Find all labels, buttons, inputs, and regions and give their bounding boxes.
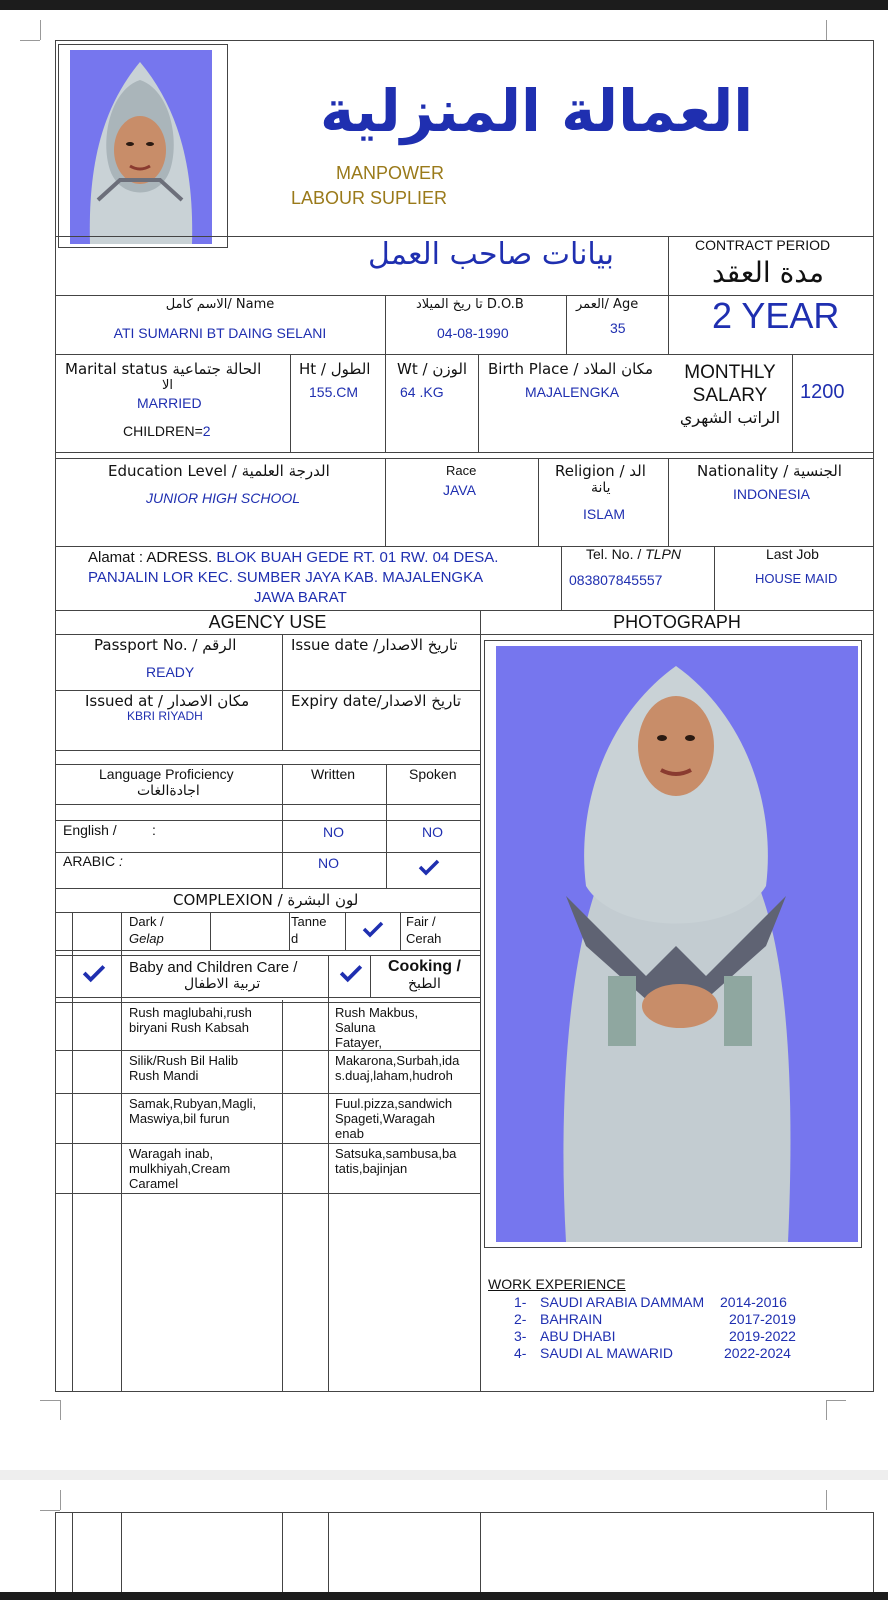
complexion-fair-1: Fair / — [406, 914, 436, 929]
window-bottom-bar — [0, 1592, 888, 1600]
religion-value: ISLAM — [583, 506, 626, 522]
birthplace-label: Birth Place / مكان الملاد — [488, 360, 653, 378]
crop-mark — [826, 1400, 827, 1420]
col-line — [480, 1512, 481, 1592]
row-line — [55, 452, 874, 453]
row-line — [55, 955, 480, 956]
age-value: 35 — [610, 320, 626, 336]
arabic-spoken-check-icon — [418, 858, 440, 881]
marital-label: Marital status الحالة جتماعية — [65, 360, 262, 378]
col-line — [386, 764, 387, 888]
english-label: English / — [63, 822, 117, 838]
experience-place: SAUDI ARABIA DAMMAM — [540, 1294, 705, 1310]
agency-use-heading: AGENCY USE — [208, 612, 327, 632]
arabic-written-value: NO — [318, 855, 339, 871]
skill-left-4-line: Caramel — [129, 1176, 179, 1191]
address-line-1 — [88, 549, 498, 567]
crop-mark — [40, 1400, 60, 1401]
complexion-tan-1: Tanne — [291, 914, 327, 929]
crop-mark — [60, 1490, 61, 1510]
crop-mark — [40, 20, 41, 40]
language-label-ar: اجادةالغات — [137, 783, 200, 799]
skill-right-1-line: Rush Makbus, — [335, 1005, 419, 1020]
col-line — [121, 912, 122, 1392]
race-value: JAVA — [443, 482, 476, 498]
salary-label-ar: الراتب الشهري — [679, 408, 781, 427]
skill-left-3-line: Maswiya,bil furun — [129, 1111, 230, 1126]
address-label: Alamat : ADRESS. — [88, 549, 213, 566]
photograph-heading: PHOTOGRAPH — [613, 612, 741, 632]
row-line — [55, 1050, 480, 1051]
window-top-bar — [0, 0, 888, 10]
row-line — [55, 610, 874, 611]
experience-years: 2017-2019 — [729, 1311, 796, 1327]
page-separator — [0, 1470, 888, 1480]
contract-period-label-ar: مدة العقد — [712, 256, 824, 289]
col-line — [282, 1512, 283, 1592]
skill-right-1-line: Saluna — [335, 1020, 376, 1035]
complexion-dark-2: Gelap — [129, 931, 164, 946]
crop-mark — [826, 20, 827, 40]
birthplace-value: MAJALENGKA — [525, 384, 620, 400]
col-line — [72, 1512, 73, 1592]
address-value-1: BLOK BUAH GEDE RT. 01 RW. 04 DESA. — [216, 549, 499, 566]
children-label-text: CHILDREN= — [123, 423, 203, 439]
col-line — [290, 354, 291, 452]
baby-care-label-ar: تربية الاطفال — [184, 976, 261, 992]
photograph-full — [496, 646, 858, 1242]
english-colon: : — [152, 822, 156, 838]
skill-left-1 — [129, 1005, 252, 1035]
next-page-frame — [55, 1512, 874, 1592]
children-value: 2 — [202, 423, 211, 439]
row-line — [55, 888, 480, 889]
skill-left-2 — [129, 1053, 238, 1083]
col-line — [121, 1512, 122, 1592]
salary-value: 1200 — [800, 381, 845, 403]
col-line — [385, 295, 386, 452]
row-line — [55, 1002, 480, 1003]
tel-label-wrap — [586, 547, 681, 562]
col-line — [538, 458, 539, 546]
passport-label: Passport No. / الرقم — [94, 636, 237, 654]
english-spoken-value: NO — [422, 824, 443, 840]
skill-right-1-line: Fatayer, — [335, 1035, 382, 1050]
tel-label-2: TLPN — [645, 546, 681, 562]
row-line — [55, 750, 480, 751]
skill-left-4 — [129, 1146, 230, 1191]
height-value: 155.CM — [309, 384, 359, 400]
row-line — [55, 764, 480, 765]
skill-right-2 — [335, 1053, 459, 1083]
skill-left-1-line: biryani Rush Kabsah — [129, 1020, 249, 1035]
col-line — [289, 912, 290, 950]
subtitle-labour: LABOUR SUPLIER — [291, 188, 448, 208]
tel-label: Tel. No. / — [586, 546, 642, 562]
col-line — [210, 912, 211, 950]
col-line — [282, 1000, 283, 1392]
baby-care-check-icon — [82, 963, 106, 988]
contract-period-value: 2 YEAR — [712, 295, 840, 336]
experience-num: 3- — [514, 1328, 527, 1344]
arabic-label-wrap — [63, 854, 123, 869]
experience-num: 2- — [514, 1311, 527, 1327]
portrait-photo — [70, 50, 212, 244]
experience-place: SAUDI AL MAWARID — [540, 1345, 674, 1361]
col-line — [792, 354, 793, 452]
skill-left-3 — [129, 1096, 256, 1126]
col-line — [282, 634, 283, 750]
experience-item — [514, 1328, 796, 1345]
row-line — [55, 354, 874, 355]
education-label: Education Level / الدرجة العلمية — [108, 462, 330, 480]
arabic-colon: : — [119, 853, 123, 869]
skill-left-1-line: Rush maglubahi,rush — [129, 1005, 252, 1020]
skill-right-3-line: Spageti,Waragah — [335, 1111, 435, 1126]
complexion-fair-2: Cerah — [406, 931, 442, 946]
tel-value: 083807845557 — [569, 572, 663, 588]
page-title-ar: العمالة المنزلية — [320, 77, 754, 145]
col-line — [282, 764, 283, 888]
skill-left-3-line: Samak,Rubyan,Magli, — [129, 1096, 257, 1111]
experience-years: 2019-2022 — [729, 1328, 796, 1344]
height-label: Ht / الطول — [299, 360, 371, 378]
experience-place: ABU DHABI — [540, 1328, 616, 1344]
col-line — [345, 912, 346, 950]
language-label: Language Proficiency — [99, 766, 234, 782]
marital-label-ar2: الا — [162, 378, 174, 393]
issue-date-label: Issue date /تاريخ الاصدار — [291, 636, 458, 654]
col-line — [561, 546, 562, 610]
row-line — [55, 1193, 480, 1194]
crop-mark — [826, 1400, 846, 1401]
cooking-label: Cooking / — [388, 958, 461, 975]
religion-label: Religion / الد — [555, 462, 646, 480]
employer-data-heading: بيانات صاحب العمل — [368, 237, 614, 272]
name-value: ATI SUMARNI BT DAING SELANI — [113, 325, 327, 341]
col-line — [478, 354, 479, 452]
experience-item — [514, 1294, 787, 1311]
col-line — [385, 458, 386, 546]
experience-place: BAHRAIN — [540, 1311, 603, 1327]
skill-right-4-line: tatis,bajinjan — [335, 1161, 408, 1176]
dob-label: تا ريخ الميلاد D.O.B — [416, 297, 524, 312]
lastjob-value: HOUSE MAID — [755, 571, 838, 586]
skill-right-4 — [335, 1146, 456, 1176]
nationality-value: INDONESIA — [733, 486, 811, 502]
complexion-tan-2: d — [291, 931, 299, 946]
arabic-label: ARABIC — [63, 853, 116, 869]
experience-item — [514, 1345, 791, 1362]
row-line — [55, 634, 874, 635]
weight-label: Wt / الوزن — [397, 360, 468, 378]
row-line — [55, 804, 480, 805]
issued-at-value: KBRI RIYADH — [127, 709, 203, 723]
row-line — [55, 950, 480, 951]
address-value-3: JAWA BARAT — [254, 589, 347, 606]
complexion-dark-1: Dark / — [129, 914, 164, 929]
religion-label-ar2: يانة — [591, 480, 611, 496]
dob-value: 04-08-1990 — [437, 325, 509, 341]
expiry-label: Expiry date/تاريخ الاصدار — [291, 692, 462, 710]
skill-left-2-line: Rush Mandi — [129, 1068, 199, 1083]
english-written-value: NO — [323, 824, 344, 840]
row-line — [55, 546, 874, 547]
col-line — [714, 546, 715, 610]
nationality-label: Nationality / الجنسية — [697, 462, 842, 480]
work-experience-heading: WORK EXPERIENCE — [488, 1276, 626, 1292]
passport-value: READY — [146, 664, 195, 680]
row-line — [55, 458, 874, 459]
skill-right-3-line: Fuul.pizza,sandwich — [335, 1096, 453, 1111]
experience-num: 4- — [514, 1345, 527, 1361]
children-label — [123, 424, 211, 439]
row-line — [55, 820, 480, 821]
education-value: JUNIOR HIGH SCHOOL — [146, 490, 301, 506]
salary-label2: SALARY — [692, 385, 768, 406]
written-label: Written — [311, 766, 356, 782]
contract-period-label: CONTRACT PERIOD — [695, 237, 831, 253]
col-line — [328, 955, 329, 1392]
skill-left-2-line: Silik/Rush Bil Halib — [129, 1053, 239, 1068]
row-line — [55, 690, 480, 691]
cooking-label-ar: الطبخ — [408, 976, 441, 992]
skill-right-3-line: enab — [335, 1126, 364, 1141]
row-line — [55, 1143, 480, 1144]
col-line — [566, 295, 567, 354]
name-label: الاسم كامل/ Name — [165, 297, 275, 312]
skill-left-4-line: mulkhiyah,Cream — [129, 1161, 231, 1176]
cooking-check-icon — [339, 963, 363, 988]
lastjob-label: Last Job — [766, 546, 819, 562]
col-line — [480, 610, 481, 1392]
crop-mark — [826, 1490, 827, 1510]
row-line — [55, 912, 480, 913]
subtitle-manpower: MANPOWER — [336, 163, 444, 183]
col-line — [370, 955, 371, 997]
experience-num: 1- — [514, 1294, 527, 1310]
marital-value: MARRIED — [137, 395, 202, 411]
tan-check-icon — [362, 920, 384, 943]
crop-mark — [20, 40, 40, 41]
complexion-label: COMPLEXION / لون البشرة — [173, 891, 359, 909]
spoken-label: Spoken — [409, 766, 457, 782]
race-label: Race — [446, 463, 477, 478]
skill-right-3 — [335, 1096, 452, 1141]
crop-mark — [60, 1400, 61, 1420]
col-line — [328, 1512, 329, 1592]
salary-label1: MONTHLY — [684, 362, 776, 383]
skill-left-4-line: Waragah inab, — [129, 1146, 214, 1161]
age-label: العمر/ Age — [576, 297, 639, 312]
baby-care-label: Baby and Children Care / — [129, 959, 298, 976]
row-line — [55, 997, 480, 998]
skill-right-2-line: s.duaj,laham,hudroh — [335, 1068, 453, 1083]
skill-right-4-line: Satsuka,sambusa,ba — [335, 1146, 457, 1161]
weight-value: 64 .KG — [400, 384, 444, 400]
address-value-2: PANJALIN LOR KEC. SUMBER JAYA KAB. MAJALENGKA — [88, 569, 484, 586]
col-line — [400, 912, 401, 950]
skill-right-1 — [335, 1005, 418, 1050]
col-line — [72, 912, 73, 1392]
issued-at-label: Issued at / مكان الاصدار — [85, 692, 250, 710]
experience-years: 2022-2024 — [724, 1345, 791, 1361]
skill-right-2-line: Makarona,Surbah,ida — [335, 1053, 460, 1068]
row-line — [55, 1093, 480, 1094]
experience-item — [514, 1311, 796, 1328]
crop-mark — [40, 1510, 60, 1511]
experience-years: 2014-2016 — [720, 1294, 787, 1310]
col-line — [668, 458, 669, 546]
